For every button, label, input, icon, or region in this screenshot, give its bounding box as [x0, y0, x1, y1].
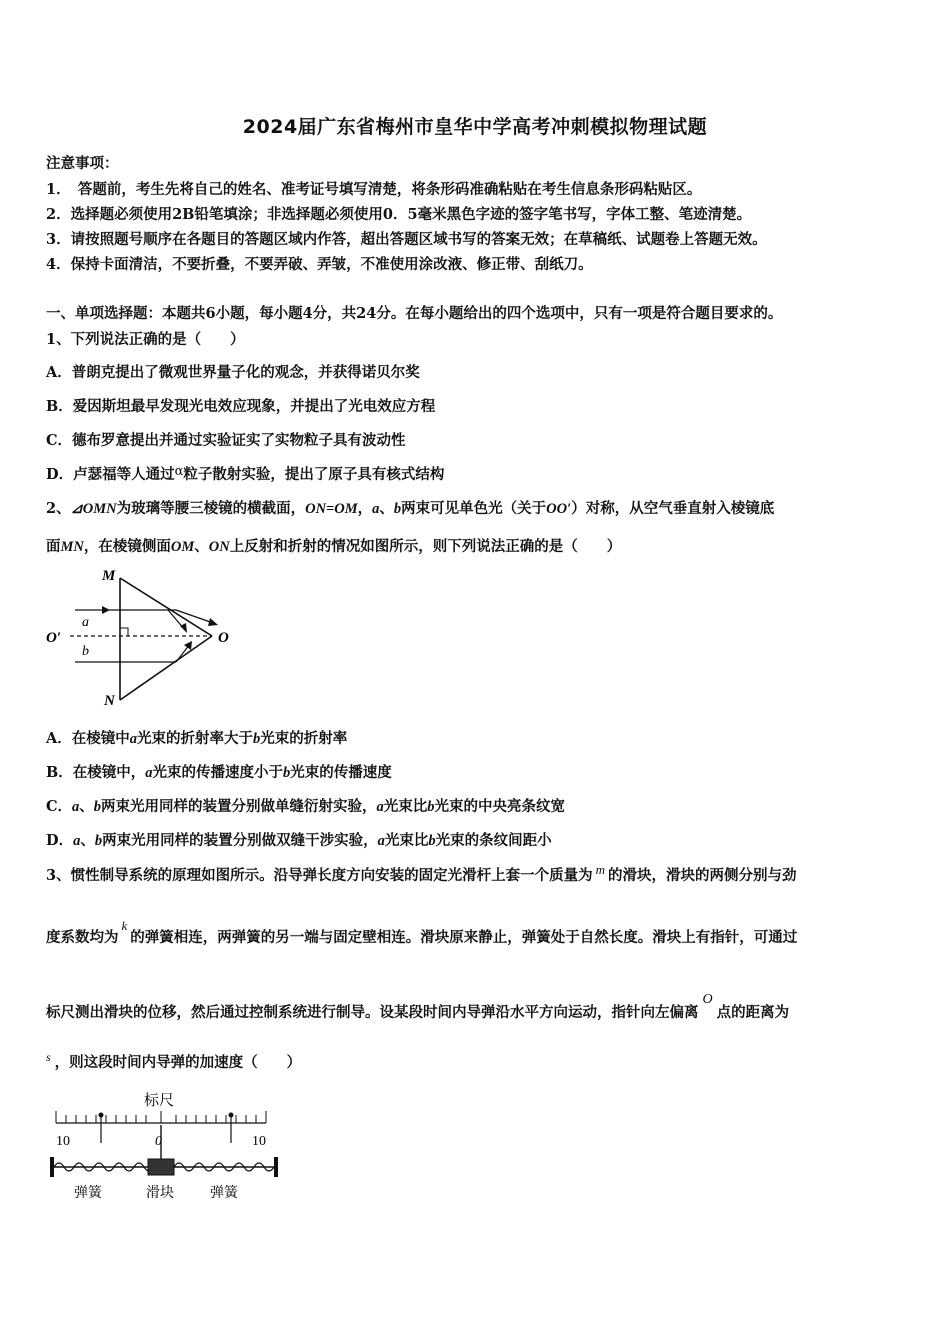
- note-item: 4．保持卡面清洁，不要折叠，不要弄破、弄皱，不准使用涂改液、修正带、刮纸刀。: [46, 256, 593, 273]
- q2-stem-line2: 面MN，在棱镜侧面OM、ON上反射和折射的情况如图所示，则下列说法正确的是（ ）: [46, 538, 622, 555]
- right-angle-mark: [120, 628, 128, 636]
- prism-edge-no: [120, 636, 212, 700]
- label-spring-right: 弹簧: [210, 1186, 238, 1201]
- q1-option-d: D．卢瑟福等人通过α粒子散射实验，提出了原子具有核式结构: [46, 464, 445, 483]
- scale-label-zero: 0: [155, 1134, 162, 1149]
- note-item: 3．请按照题号顺序在各题目的答题区域内作答，超出答题区域书写的答案无效；在草稿纸、试题卷上答题无效。: [46, 231, 767, 248]
- label-b: b: [82, 644, 89, 659]
- q3-stem-line2: 度系数均为k的弹簧相连，两弹簧的另一端与固定壁相连。滑块原来静止，弹簧处于自然长度。滑块上有指针，可通过: [46, 918, 798, 946]
- page-title: 2024届广东省梅州市皇华中学高考冲刺模拟物理试题: [242, 116, 708, 138]
- q1-option-c: C．德布罗意提出并通过实验证实了实物粒子具有波动性: [46, 432, 406, 449]
- wall-left: [50, 1157, 54, 1177]
- ray-a-out-arrow: [208, 618, 218, 626]
- q2-option-c: C．a、b两束光用同样的装置分别做单缝衍射实验，a光束比b光束的中央亮条纹宽: [46, 798, 566, 815]
- label-o: O: [218, 630, 229, 646]
- note-item: 1． 答题前，考生先将自己的姓名、准考证号填写清楚，将条形码准确粘贴在考生信息条形码粘贴区。: [46, 181, 702, 198]
- var-s: s: [46, 1050, 51, 1064]
- q3-stem-line4: $^s$ ，则这段时间内导弹的加速度（ ）: [46, 1050, 302, 1071]
- label-n: N: [104, 693, 115, 709]
- alpha-symbol: α: [174, 464, 184, 479]
- wall-right: [274, 1157, 278, 1177]
- notes-heading: 注意事项：: [46, 155, 119, 172]
- prism-figure: [40, 560, 250, 710]
- note-item: 2．选择题必须使用2B铅笔填涂；非选择题必须使用0．5毫米黑色字迹的签字笔书写，字体工整、笔迹清楚。: [46, 206, 752, 223]
- ray-a-arrow: [102, 606, 110, 614]
- q1-option-a: A．普朗克提出了微观世界量子化的观念，并获得诺贝尔奖: [46, 364, 420, 381]
- q2-option-d: D．a、b两束光用同样的装置分别做双缝干涉实验，a光束比b光束的条纹间距小: [46, 832, 552, 849]
- var-m: m: [595, 862, 605, 877]
- prism-edge-mo: [120, 578, 212, 636]
- label-slider: 滑块: [146, 1186, 174, 1201]
- scale-ticks: [56, 1111, 266, 1123]
- scale-label-left: 10: [56, 1134, 70, 1149]
- q2-option-a: A．在棱镜中a光束的折射率大于b光束的折射率: [46, 730, 348, 747]
- ray-b-arrow: [184, 641, 192, 650]
- inertial-guidance-figure: [44, 1085, 284, 1205]
- q1-stem: 1、下列说法正确的是（ ）: [46, 331, 245, 348]
- scale-label-right: 10: [252, 1134, 266, 1149]
- q1-option-b: B．爱因斯坦最早发现光电效应现象，并提出了光电效应方程: [46, 398, 436, 415]
- q3-stem-line3: 标尺测出滑块的位移，然后通过控制系统进行制导。设某段时间内导弹沿水平方向运动，指针向左偏离O点的距离为: [46, 992, 790, 1021]
- var-o: O: [702, 992, 713, 1007]
- label-o-prime: O′: [46, 630, 62, 646]
- label-scale: 标尺: [144, 1093, 175, 1109]
- label-a: a: [82, 615, 89, 630]
- section-heading: 一、单项选择题：本题共6小题，每小题4分，共24分。在每小题给出的四个选项中，只有一项是符合题目要求的。: [46, 305, 783, 322]
- var-k: k: [121, 918, 128, 933]
- q2-stem-line1: 2、⊿OMN为玻璃等腰三棱镜的横截面，ON=OM，a、b两束可见单色光（关于OO′）对称，从空气垂直射入棱镜底: [46, 500, 775, 517]
- label-spring-left: 弹簧: [74, 1186, 102, 1201]
- label-m: M: [102, 568, 116, 584]
- slider-block: [148, 1159, 174, 1175]
- q3-stem-line1: 3、惯性制导系统的原理如图所示。沿导弹长度方向安装的固定光滑杆上套一个质量为 m 的滑块，滑块的两侧分别与劲: [46, 862, 797, 884]
- q2-option-b: B．在棱镜中，a光束的传播速度小于b光束的传播速度: [46, 764, 392, 781]
